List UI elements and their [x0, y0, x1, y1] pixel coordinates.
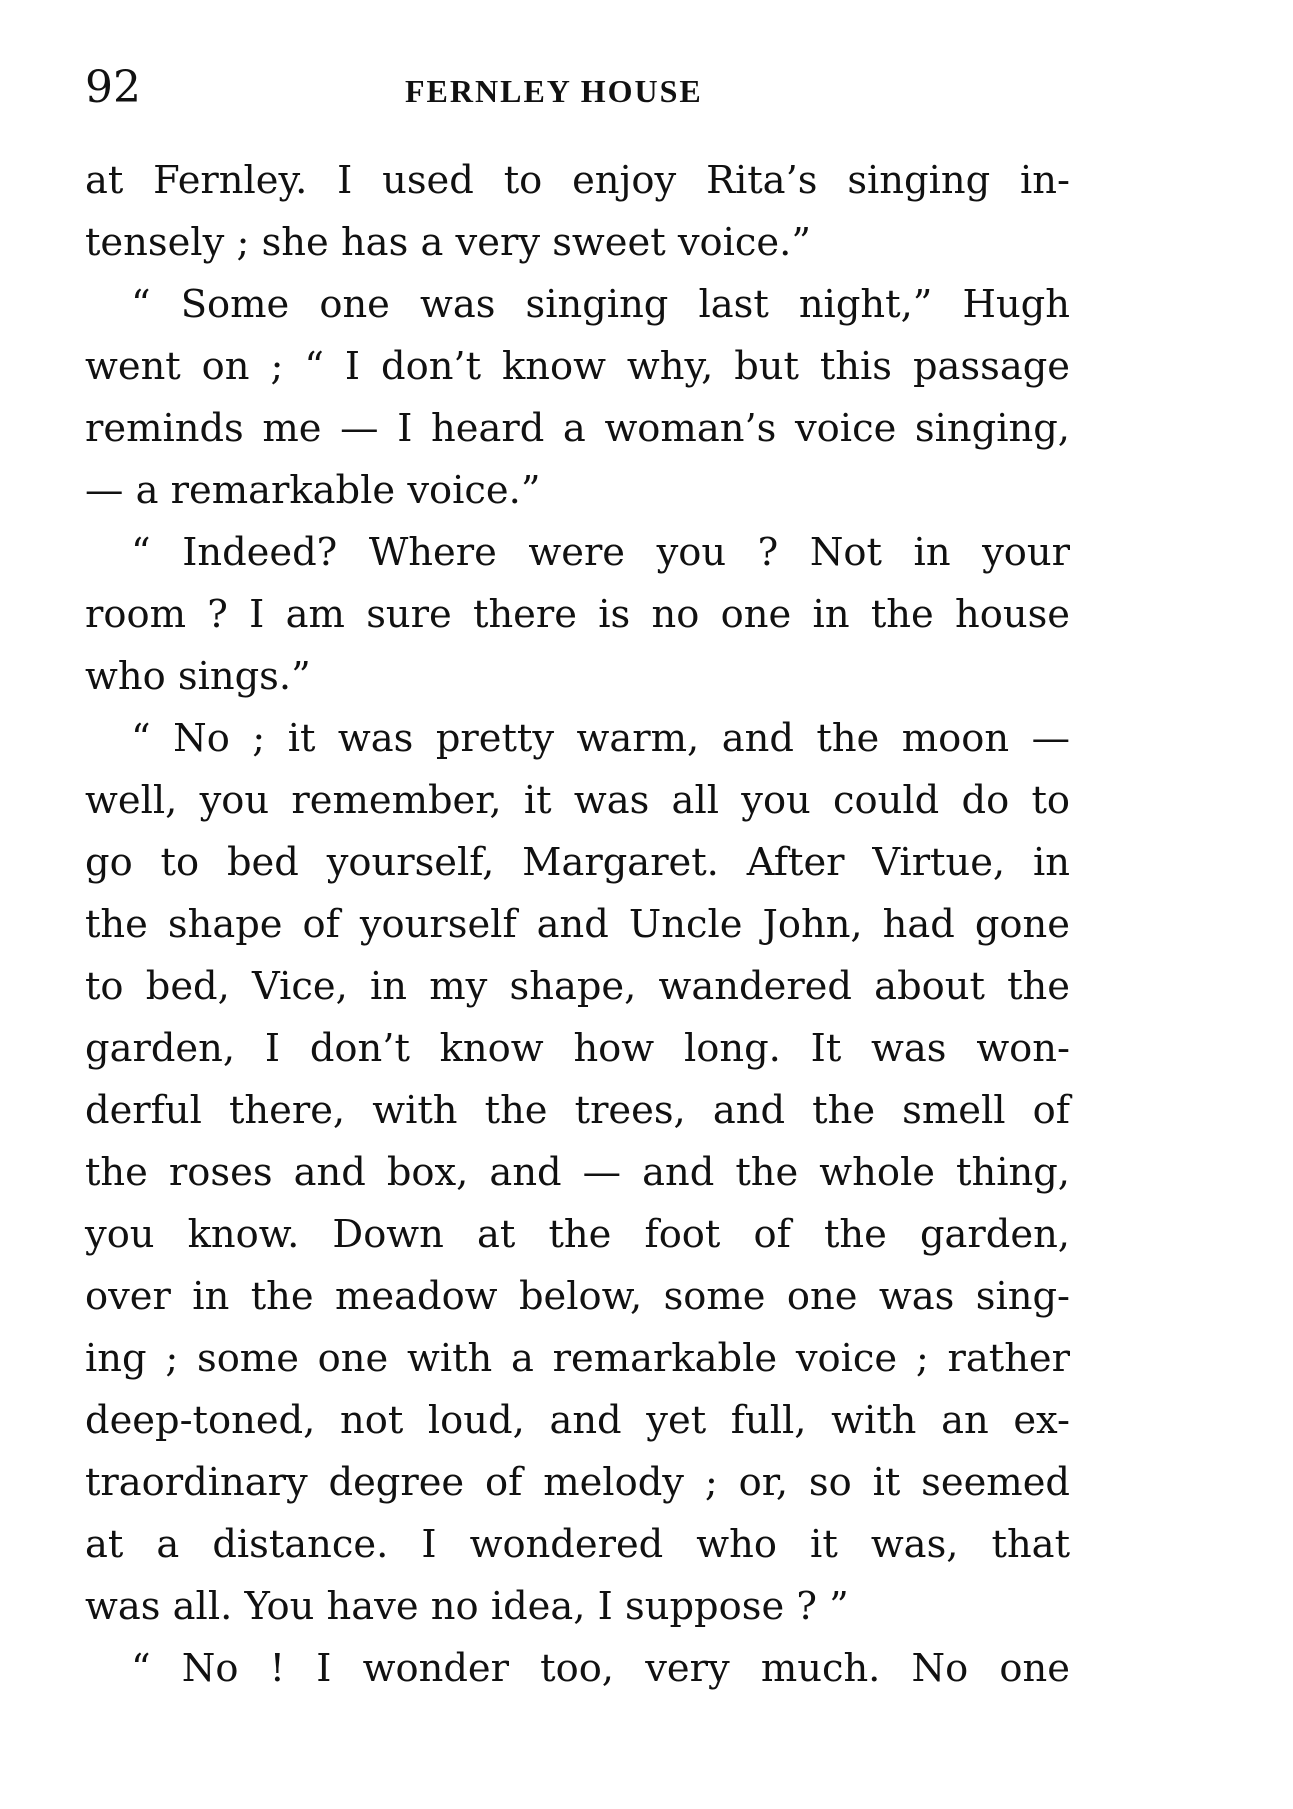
text-line: “ Some one was singing last night,” Hugh	[131, 282, 1070, 327]
text-line: over in the meadow below, some one was sing-	[85, 1274, 1070, 1319]
text-line: went on ; “ I don’t know why, but this passage	[85, 344, 1070, 389]
page-number: 92	[85, 62, 141, 113]
text-line: — a remarkable voice.”	[85, 468, 541, 513]
text-line: go to bed yourself, Margaret. After Virtue, in	[85, 840, 1070, 885]
text-line: at Fernley. I used to enjoy Rita’s singing in-	[85, 158, 1070, 203]
body-text	[85, 150, 1070, 1700]
text-line: garden, I don’t know how long. It was won-	[85, 1026, 1070, 1071]
running-head	[85, 58, 1070, 118]
text-line: traordinary degree of melody ; or, so it seemed	[85, 1460, 1070, 1505]
text-line: the roses and box, and — and the whole thing,	[85, 1150, 1070, 1195]
text-line: well, you remember, it was all you could do to	[85, 778, 1070, 823]
text-line: “ No ! I wonder too, very much. No one	[131, 1646, 1070, 1691]
text-line: the shape of yourself and Uncle John, had gone	[85, 902, 1070, 947]
running-title: FERNLEY HOUSE	[405, 73, 703, 109]
text-line: room ? I am sure there is no one in the house	[85, 592, 1070, 637]
text-line: you know. Down at the foot of the garden,	[85, 1212, 1070, 1257]
text-line: derful there, with the trees, and the smell of	[85, 1088, 1070, 1133]
text-line: ing ; some one with a remarkable voice ; rather	[85, 1336, 1070, 1381]
text-line: tensely ; she has a very sweet voice.”	[85, 220, 811, 265]
text-line: “ Indeed? Where were you ? Not in your	[131, 530, 1070, 575]
text-line: was all. You have no idea, I suppose ? ”	[85, 1584, 849, 1629]
text-line: at a distance. I wondered who it was, that	[85, 1522, 1070, 1567]
text-line: deep-toned, not loud, and yet full, with an ex-	[85, 1398, 1070, 1443]
text-line: who sings.”	[85, 654, 311, 699]
text-line: “ No ; it was pretty warm, and the moon —	[131, 716, 1070, 761]
text-line: reminds me — I heard a woman’s voice singing,	[85, 406, 1070, 451]
text-line: to bed, Vice, in my shape, wandered about the	[85, 964, 1070, 1009]
